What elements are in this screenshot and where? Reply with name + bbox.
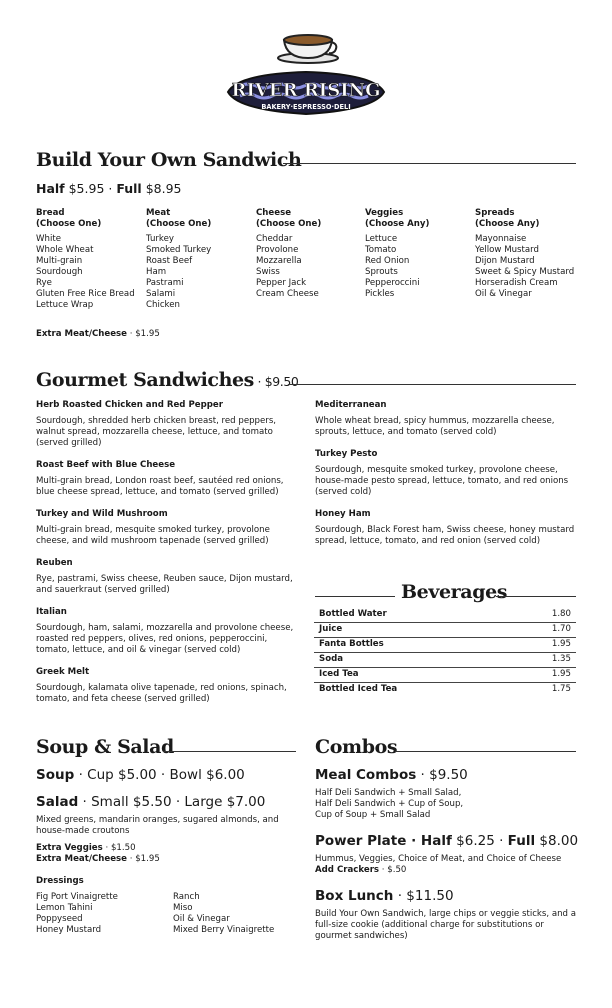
byo-title: Build Your Own Sandwich <box>36 149 302 171</box>
add-crackers: Add Crackers · $.50 <box>315 865 407 875</box>
power-plate-description: Hummus, Veggies, Choice of Meat, and Choice of Cheese <box>315 854 562 864</box>
soup-salad-title: Soup & Salad <box>36 736 174 758</box>
byo-option: Turkey <box>146 234 174 244</box>
beverage-row: Bottled Iced Tea 1.75 <box>319 684 571 694</box>
byo-option: Pastrami <box>146 278 184 288</box>
soup-salad-rule <box>163 751 296 752</box>
byo-option: Sourdough <box>36 267 83 277</box>
beverages-rule-right <box>496 596 576 597</box>
gourmet-item: Reuben Rye, pastrami, Swiss cheese, Reuben sauce, Dijon mustard, and sauerkraut (served grilled) <box>36 558 293 595</box>
beverages-rule-left <box>315 596 395 597</box>
byo-option: Cream Cheese <box>256 289 319 299</box>
salad-description: Mixed greens, mandarin oranges, sugared almonds, and house-made croutons <box>36 815 279 836</box>
dressing: Honey Mustard <box>36 925 102 935</box>
meal-combos-options: Half Deli Sandwich + Small Salad, Half Deli Sandwich + Cup of Soup, Cup of Soup + Small Salad <box>315 788 464 820</box>
logo-tagline: BAKERY·ESPRESSO·DELI <box>261 103 351 111</box>
byo-option: Lettuce Wrap <box>36 300 94 310</box>
byo-column-bread: Bread (Choose One) White Whole Wheat Multi-grain Sourdough Rye Gluten Free Rice Bread Lettuce Wrap <box>36 208 135 310</box>
combos-title: Combos <box>315 736 398 758</box>
byo-option: Gluten Free Rice Bread <box>36 289 135 299</box>
beverage-row: Fanta Bottles 1.95 <box>314 637 576 653</box>
extra-meat-cheese: Extra Meat/Cheese · $1.95 <box>36 854 160 864</box>
beverage-row: Iced Tea 1.95 <box>314 667 576 683</box>
dressings-left <box>36 892 118 936</box>
byo-column-veggies: Veggies (Choose Any) Lettuce Tomato Red Onion Sprouts Pepperoccini Pickles <box>365 208 430 299</box>
byo-option: Roast Beef <box>146 256 193 266</box>
gourmet-item: Italian Sourdough, ham, salami, mozzarella and provolone cheese, roasted red peppers, olives, red onions, pepperoccini, tomato, lettuce, and oil & vinegar (served cold) <box>36 607 294 655</box>
beverage-row: Bottled Water 1.80 <box>314 607 576 623</box>
gourmet-left-column <box>36 400 298 705</box>
gourmet-item: Greek Melt Sourdough, kalamata olive tapenade, red onions, spinach, tomato, and feta cheese (served grilled) <box>36 667 287 704</box>
gourmet-title: Gourmet Sandwiches · $9.50 <box>36 369 299 391</box>
dressing: Miso <box>173 903 193 913</box>
byo-option: Swiss <box>256 267 280 277</box>
gourmet-title-rule <box>288 384 576 385</box>
byo-option: Oil & Vinegar <box>475 289 532 299</box>
power-plate: Power Plate · Half $6.25 · Full $8.00 <box>315 833 579 849</box>
byo-option: Ham <box>146 267 167 277</box>
beverage-row: Juice 1.70 <box>314 622 576 638</box>
byo-column-meat: Meat (Choose One) Turkey Smoked Turkey Roast Beef Ham Pastrami Salami Chicken <box>146 208 212 310</box>
salad-prices: Salad · Small $5.50 · Large $7.00 <box>36 794 266 810</box>
river-rising-logo <box>224 30 388 116</box>
extra-veggies: Extra Veggies · $1.50 <box>36 843 136 853</box>
dressing: Fig Port Vinaigrette <box>36 892 118 902</box>
byo-option: White <box>36 234 61 244</box>
dressings-right <box>173 892 274 936</box>
byo-option: Yellow Mustard <box>475 245 539 255</box>
dressings-title: Dressings <box>36 876 84 886</box>
logo-text: RIVER RISING <box>231 80 381 101</box>
byo-option: Multi-grain <box>36 256 83 266</box>
dressing: Mixed Berry Vinaigrette <box>173 925 275 935</box>
meal-combos: Meal Combos · $9.50 <box>315 767 468 783</box>
byo-title-rule <box>283 163 576 164</box>
byo-option: Tomato <box>365 245 397 255</box>
combos-rule <box>395 751 576 752</box>
byo-option: Whole Wheat <box>36 245 94 255</box>
byo-option: Horseradish Cream <box>475 278 558 288</box>
byo-option: Provolone <box>256 245 299 255</box>
gourmet-item: Roast Beef with Blue Cheese Multi-grain bread, London roast beef, sautéed red onions, blue cheese spread, lettuce, and tomato (served grilled) <box>36 460 284 497</box>
byo-option: Sweet & Spicy Mustard <box>475 267 575 277</box>
dressing: Lemon Tahini <box>36 903 93 913</box>
gourmet-item: Mediterranean Whole wheat bread, spicy hummus, mozzarella cheese, sprouts, lettuce, and tomato (served cold) <box>315 400 555 437</box>
dressing: Ranch <box>173 892 200 902</box>
gourmet-item: Turkey Pesto Sourdough, mesquite smoked turkey, provolone cheese, house-made pesto spread, lettuce, tomato, and red onions (served cold) <box>315 449 569 497</box>
byo-option: Pepperoccini <box>365 278 420 288</box>
byo-option: Red Onion <box>365 256 410 266</box>
byo-option: Salami <box>146 289 176 299</box>
gourmet-item: Turkey and Wild Mushroom Multi-grain bread, mesquite smoked turkey, provolone cheese, and wild mushroom tapenade (served grilled) <box>36 509 270 546</box>
gourmet-item: Herb Roasted Chicken and Red Pepper Sourdough, shredded herb chicken breast, red peppers, walnut spread, mozzarella cheese, lettuce, and tomato (served grilled) <box>36 400 277 448</box>
box-lunch-description: Build Your Own Sandwich, large chips or veggie sticks, and a full-size cookie (additional charge for substitutions or gourmet sandwiches) <box>315 909 577 941</box>
byo-option: Lettuce <box>365 234 398 244</box>
byo-extra: Extra Meat/Cheese · $1.95 <box>36 329 160 339</box>
byo-column-cheese: Cheese (Choose One) Cheddar Provolone Mozzarella Swiss Pepper Jack Cream Cheese <box>256 208 322 299</box>
byo-option: Rye <box>36 278 52 288</box>
box-lunch: Box Lunch · $11.50 <box>315 888 454 904</box>
byo-option: Chicken <box>146 300 180 310</box>
gourmet-item: Honey Ham Sourdough, Black Forest ham, Swiss cheese, honey mustard spread, lettuce, tomato, and red onion (served cold) <box>315 509 575 546</box>
beverage-row: Soda 1.35 <box>314 652 576 668</box>
byo-option: Smoked Turkey <box>146 245 212 255</box>
dressing: Oil & Vinegar <box>173 914 230 924</box>
byo-option: Mozzarella <box>256 256 302 266</box>
byo-column-spreads: Spreads (Choose Any) Mayonnaise Yellow Mustard Dijon Mustard Sweet & Spicy Mustard Horseradish Cream Oil & Vinegar <box>475 208 575 299</box>
byo-option: Pepper Jack <box>256 278 307 288</box>
byo-option: Pickles <box>365 289 395 299</box>
byo-option: Dijon Mustard <box>475 256 535 266</box>
soup-prices: Soup · Cup $5.00 · Bowl $6.00 <box>36 767 245 783</box>
byo-option: Cheddar <box>256 234 293 244</box>
gourmet-right-column <box>315 400 577 547</box>
beverages-title: Beverages <box>401 581 508 603</box>
byo-prices: Half $5.95 · Full $8.95 <box>36 181 182 196</box>
byo-option: Mayonnaise <box>475 234 527 244</box>
byo-option: Sprouts <box>365 267 398 277</box>
dressing: Poppyseed <box>36 914 83 924</box>
